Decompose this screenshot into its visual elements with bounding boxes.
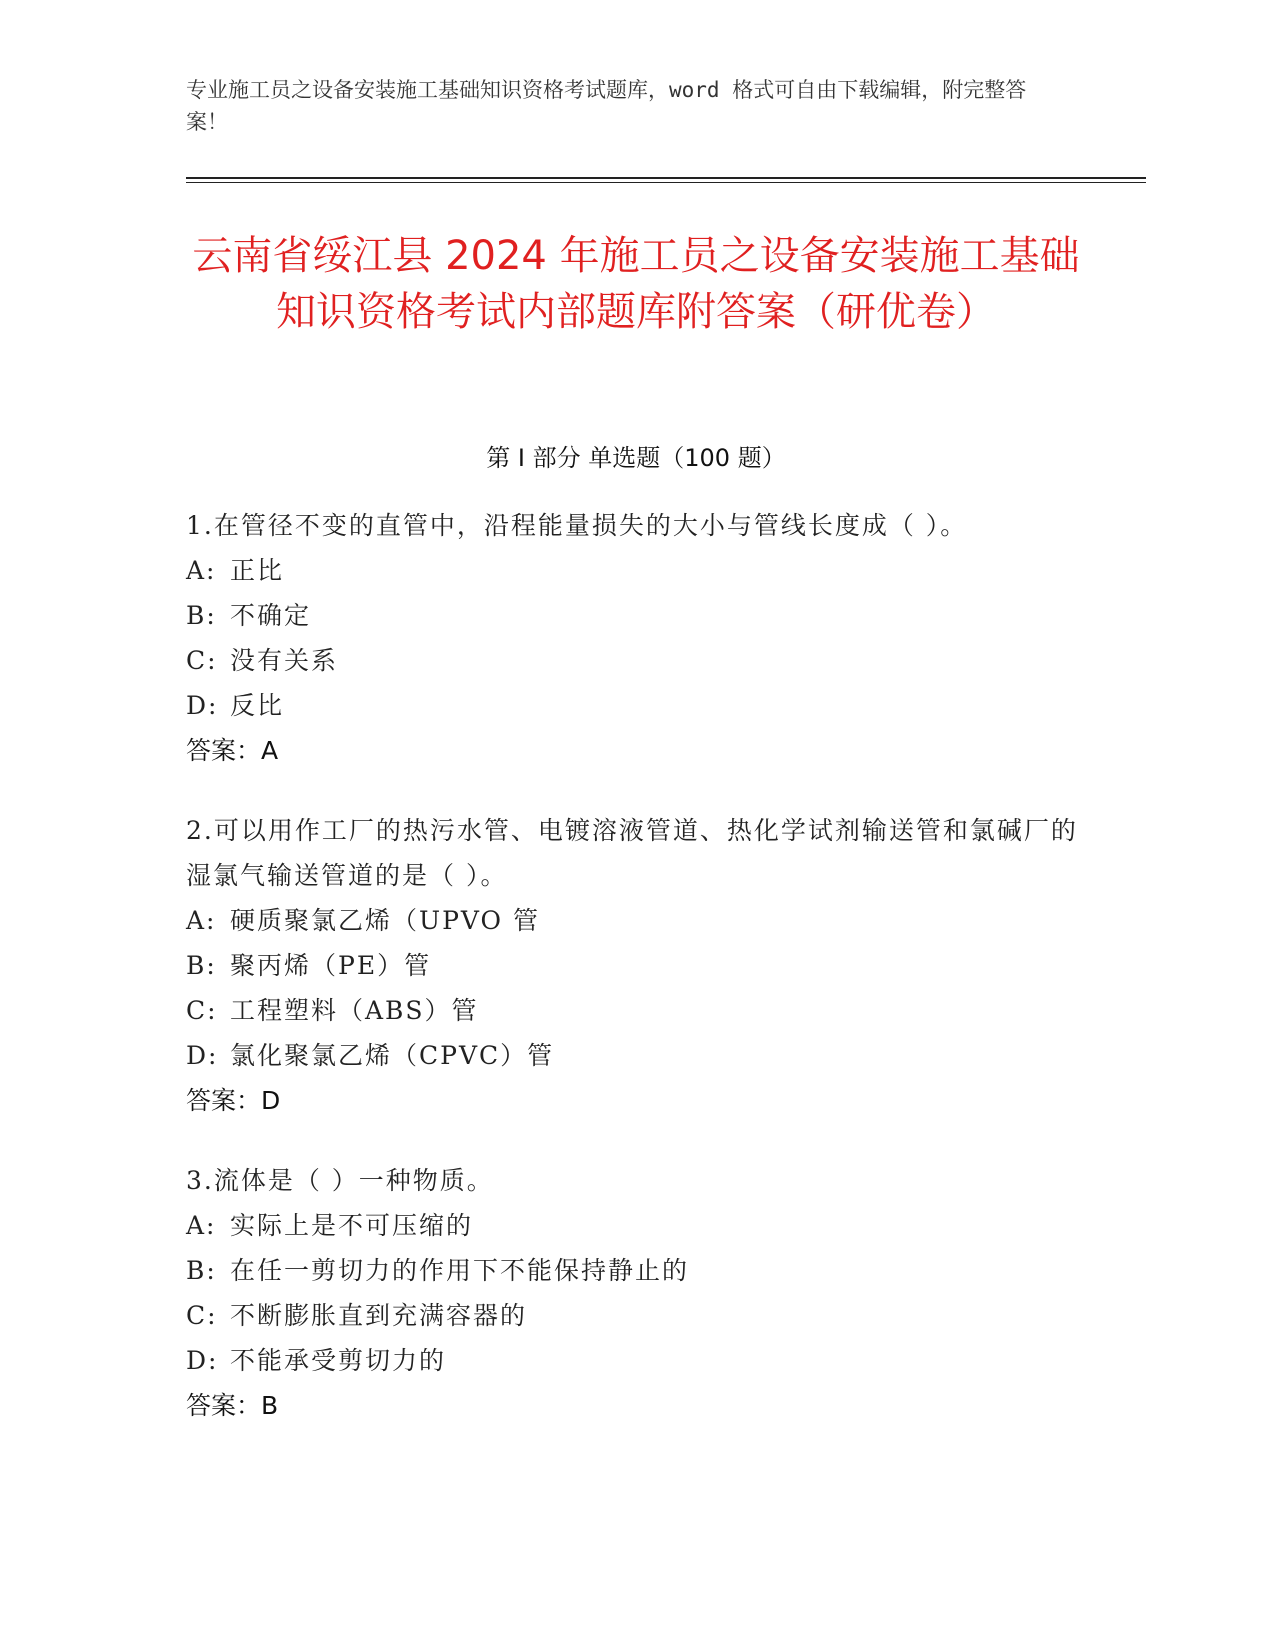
option-c [186,638,1086,683]
option-b [186,593,1086,638]
option-key: B: [186,951,217,980]
option-b [186,943,1086,988]
option-text: 不确定 [230,601,312,630]
answer-value: B [261,1391,279,1420]
option-text: 氯化聚氯乙烯（CPVC）管 [230,1041,555,1070]
option-key: D: [186,1346,219,1375]
option-d [186,1033,1086,1078]
option-text: 反比 [230,691,285,720]
answer-line [186,1383,1086,1429]
option-key: B: [186,1256,217,1285]
option-key: C: [186,1301,218,1330]
question-1 [186,503,1086,774]
question-3 [186,1158,1086,1429]
answer-line [186,728,1086,774]
option-text: 在任一剪切力的作用下不能保持静止的 [230,1256,690,1285]
option-c [186,1293,1086,1338]
option-text: 没有关系 [230,646,339,675]
question-stem: 1.在管径不变的直管中，沿程能量损失的大小与管线长度成（ ）。 [186,511,968,540]
option-key: D: [186,1041,219,1070]
answer-value: D [261,1086,281,1115]
option-text: 硬质聚氯乙烯（UPVO 管 [230,906,540,935]
option-d [186,683,1086,728]
header-rule-thick [186,177,1146,179]
option-key: A: [186,906,217,935]
document-title: 云南省绥江县 2024 年施工员之设备安装施工基础知识资格考试内部题库附答案（研优卷） [192,233,1080,335]
header-rule-thin [186,182,1146,183]
option-key: C: [186,646,218,675]
option-d [186,1338,1086,1383]
option-text: 不能承受剪切力的 [230,1346,447,1375]
question-stem: 2.可以用作工厂的热污水管、电镀溶液管道、热化学试剂输送管和氯碱厂的湿氯气输送管道的是（ ）。 [186,816,1078,890]
option-key: D: [186,691,219,720]
option-key: A: [186,556,217,585]
header-note: 专业施工员之设备安装施工基础知识资格考试题库，word 格式可自由下载编辑，附完整答案！ [186,78,1027,134]
option-text: 实际上是不可压缩的 [230,1211,474,1240]
option-text: 工程塑料（ABS）管 [230,996,479,1025]
option-key: C: [186,996,218,1025]
answer-label: 答案： [186,1391,262,1420]
question-2 [186,808,1086,1124]
option-key: B: [186,601,217,630]
answer-label: 答案： [186,1086,262,1115]
option-text: 聚丙烯（PE）管 [230,951,432,980]
answer-line [186,1078,1086,1124]
answer-value: A [261,736,279,765]
option-text: 不断膨胀直到充满容器的 [230,1301,528,1330]
option-a [186,898,1086,943]
section-heading: 第 I 部分 单选题（100 题） [486,444,786,472]
answer-label: 答案： [186,736,262,765]
option-key: A: [186,1211,217,1240]
option-text: 正比 [230,556,285,585]
option-a [186,548,1086,593]
option-b [186,1248,1086,1293]
question-stem: 3.流体是（ ）一种物质。 [186,1166,494,1195]
option-c [186,988,1086,1033]
option-a [186,1203,1086,1248]
